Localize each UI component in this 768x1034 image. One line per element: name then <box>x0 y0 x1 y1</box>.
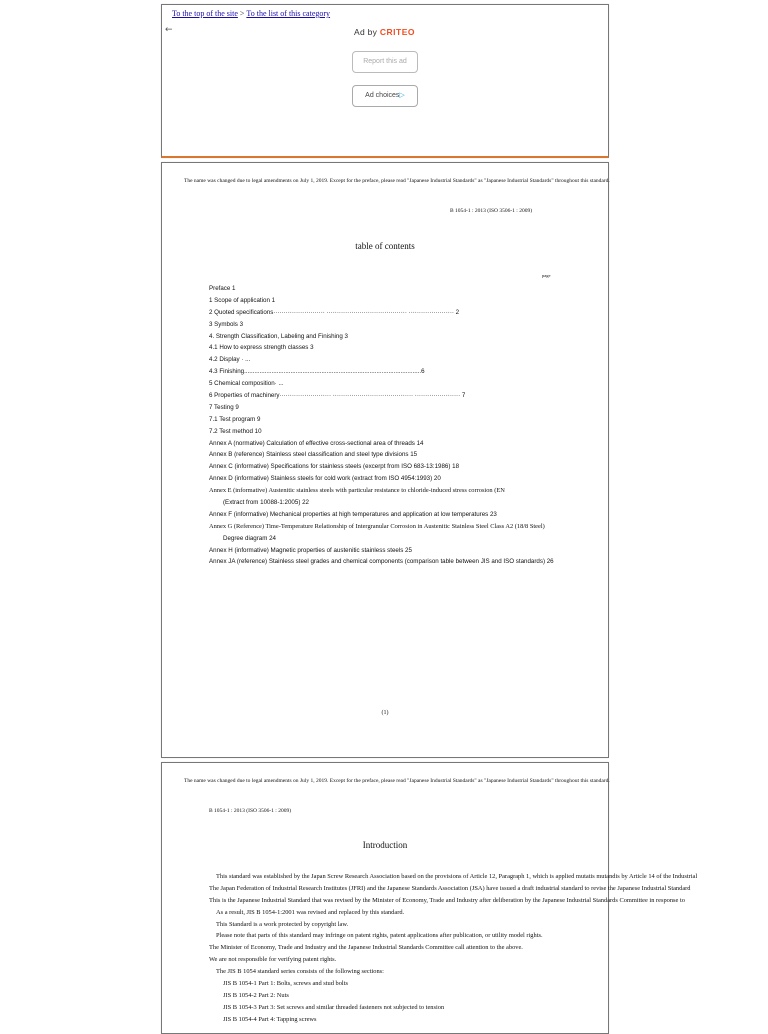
toc-entry: Annex F (informative) Mechanical properties at high temperatures and application at low temperatures 23 <box>209 510 497 518</box>
report-ad-label: Report this ad <box>363 58 407 65</box>
link-top-of-site[interactable]: To the top of the site <box>172 9 238 18</box>
criteo-logo: CRITEO <box>379 27 416 37</box>
toc-entry: Degree diagram 24 <box>223 534 276 542</box>
paragraph-line: The JIS B 1054 standard series consists of the following sections: <box>216 968 384 976</box>
toc-entry: 5 Chemical composition· ... <box>209 380 284 388</box>
toc-entry: 3 Symbols 3 <box>209 320 244 328</box>
toc-entry: Annex D (informative) Stainless steels for cold work (extract from ISO 4954:1993) 20 <box>209 475 441 483</box>
paragraph-line: This standard was established by the Japan Screw Research Association based on the provisions of Article 12, Paragraph 1, which is applied mutatis mutandis by Article 14 of the Industrial <box>216 873 698 880</box>
paragraph-line: JIS B 1054-4 Part 4: Tapping screws <box>223 1015 317 1023</box>
toc-entry: 6 Properties of machinery························· ······································· ······················ 7 <box>209 392 466 400</box>
toc-entry: Annex C (informative) Specifications for stainless steels (excerpt from ISO 683-13:1986) 18 <box>209 463 460 471</box>
toc-entry: Annex B (reference) Stainless steel classification and steel type divisions 15 <box>209 451 418 459</box>
paragraph-line: This is the Japanese Industrial Standard that was revised by the Minister of Economy, Trade and Industry after deliberation by the Japanese Industrial Standards Committee in response to <box>209 896 685 904</box>
document-page-introduction <box>161 762 698 1034</box>
left-arrow-icon[interactable]: ← <box>165 25 173 35</box>
toc-entry: 2 Quoted specifications························· ······································· ······················ 2 <box>209 308 460 316</box>
toc-entry: 7.1 Test program 9 <box>209 415 261 423</box>
ad-by-label: Ad by <box>354 27 380 37</box>
toc-entry: 7.2 Test method 10 <box>209 427 262 435</box>
toc-entry: (Extract from 10088-1:2005) 22 <box>223 499 309 507</box>
paragraph-line: As a result, JIS B 1054-1:2001 was revised and replaced by this standard. <box>216 908 405 916</box>
name-change-notice: The name was changed due to legal amendments on July 1, 2019. Except for the preface, please read "Japanese Industrial Standards" as "Japanese Industrial Standards" throughout this standard. <box>184 178 610 184</box>
breadcrumb-separator: > <box>239 9 245 18</box>
toc-entry: Annex H (informative) Magnetic properties of austenitic stainless steels 25 <box>209 546 412 554</box>
document-page-toc <box>161 162 609 758</box>
toc-entry: 7 Testing 9 <box>209 403 239 411</box>
breadcrumb <box>172 9 330 18</box>
ad-container <box>161 4 609 158</box>
toc-entry: 4.3 Finishing.......................................................................................................6 <box>209 368 425 376</box>
paragraph-line: JIS B 1054-2 Part 2: Nuts <box>223 991 289 999</box>
introduction-body <box>209 871 698 1026</box>
toc-entry: 4.2 Display · ... <box>209 356 251 364</box>
toc-list <box>209 283 604 568</box>
name-change-notice: The name was changed due to legal amendments on July 1, 2019. Except for the preface, please read "Japanese Industrial Standards" as "Japanese Industrial Standards" throughout this standard. <box>184 778 610 784</box>
toc-entry: Annex A (normative) Calculation of effective cross-sectional area of threads 14 <box>209 439 424 447</box>
toc-entry: Annex E (informative) Austenitic stainless steels with particular resistance to chloride-induced stress corrosion (EN <box>209 487 505 495</box>
toc-entry: Preface 1 <box>209 285 236 292</box>
toc-entry: Annex G (Reference) Time-Temperature Relationship of Intergranular Corrosion in Austenitic Stainless Steel Class A2 (18/8 Steel) <box>209 522 545 530</box>
link-category-list[interactable]: To the list of this category <box>246 9 331 18</box>
paragraph-line: This Standard is a work protected by copyright law. <box>216 920 349 928</box>
page-title: table of contents <box>355 241 415 251</box>
paragraph-line: JIS B 1054-3 Part 3: Set screws and similar threaded fasteners not subjected to tension <box>223 1003 445 1011</box>
ad-choices-button[interactable] <box>352 85 418 107</box>
toc-entry: 4. Strength Classification, Labeling and Finishing 3 <box>209 332 348 340</box>
page-title: Introduction <box>362 840 408 850</box>
document-number: B 1054-1 : 2013 (ISO 3506-1 : 2009) <box>209 808 292 814</box>
toc-entry: 4.1 How to express strength classes 3 <box>209 344 314 352</box>
ad-choices-label: Ad choices <box>365 92 400 99</box>
paragraph-line: The Japan Federation of Industrial Research Institutes (JFRI) and the Japanese Standards Association (JSA) have issued a draft industrial standard to revise the Japanese Industrial Standard <box>209 884 691 892</box>
page-number: (1) <box>381 710 389 716</box>
toc-entry: Annex JA (reference) Stainless steel grades and chemical components (comparison table between JIS and ISO standards) 26 <box>209 558 554 566</box>
paragraph-line: The Minister of Economy, Trade and Industry and the Japanese Industrial Standards Committee call attention to the above. <box>209 944 523 952</box>
ad-attribution[interactable] <box>354 27 415 37</box>
document-number: B 1054-1 : 2013 (ISO 3506-1 : 2009) <box>450 208 533 214</box>
page-column-label: page <box>542 273 551 278</box>
paragraph-line: JIS B 1054-1 Part 1: Bolts, screws and stud bolts <box>223 980 348 988</box>
toc-entry: 1 Scope of application 1 <box>209 296 276 304</box>
paragraph-line: Please note that parts of this standard may infringe on patent rights, patent applications after publication, or utility model rights. <box>216 932 543 940</box>
report-ad-button[interactable] <box>352 51 418 73</box>
adchoices-icon: ▷ <box>399 92 405 99</box>
paragraph-line: We are not responsible for verifying patent rights. <box>209 956 337 964</box>
